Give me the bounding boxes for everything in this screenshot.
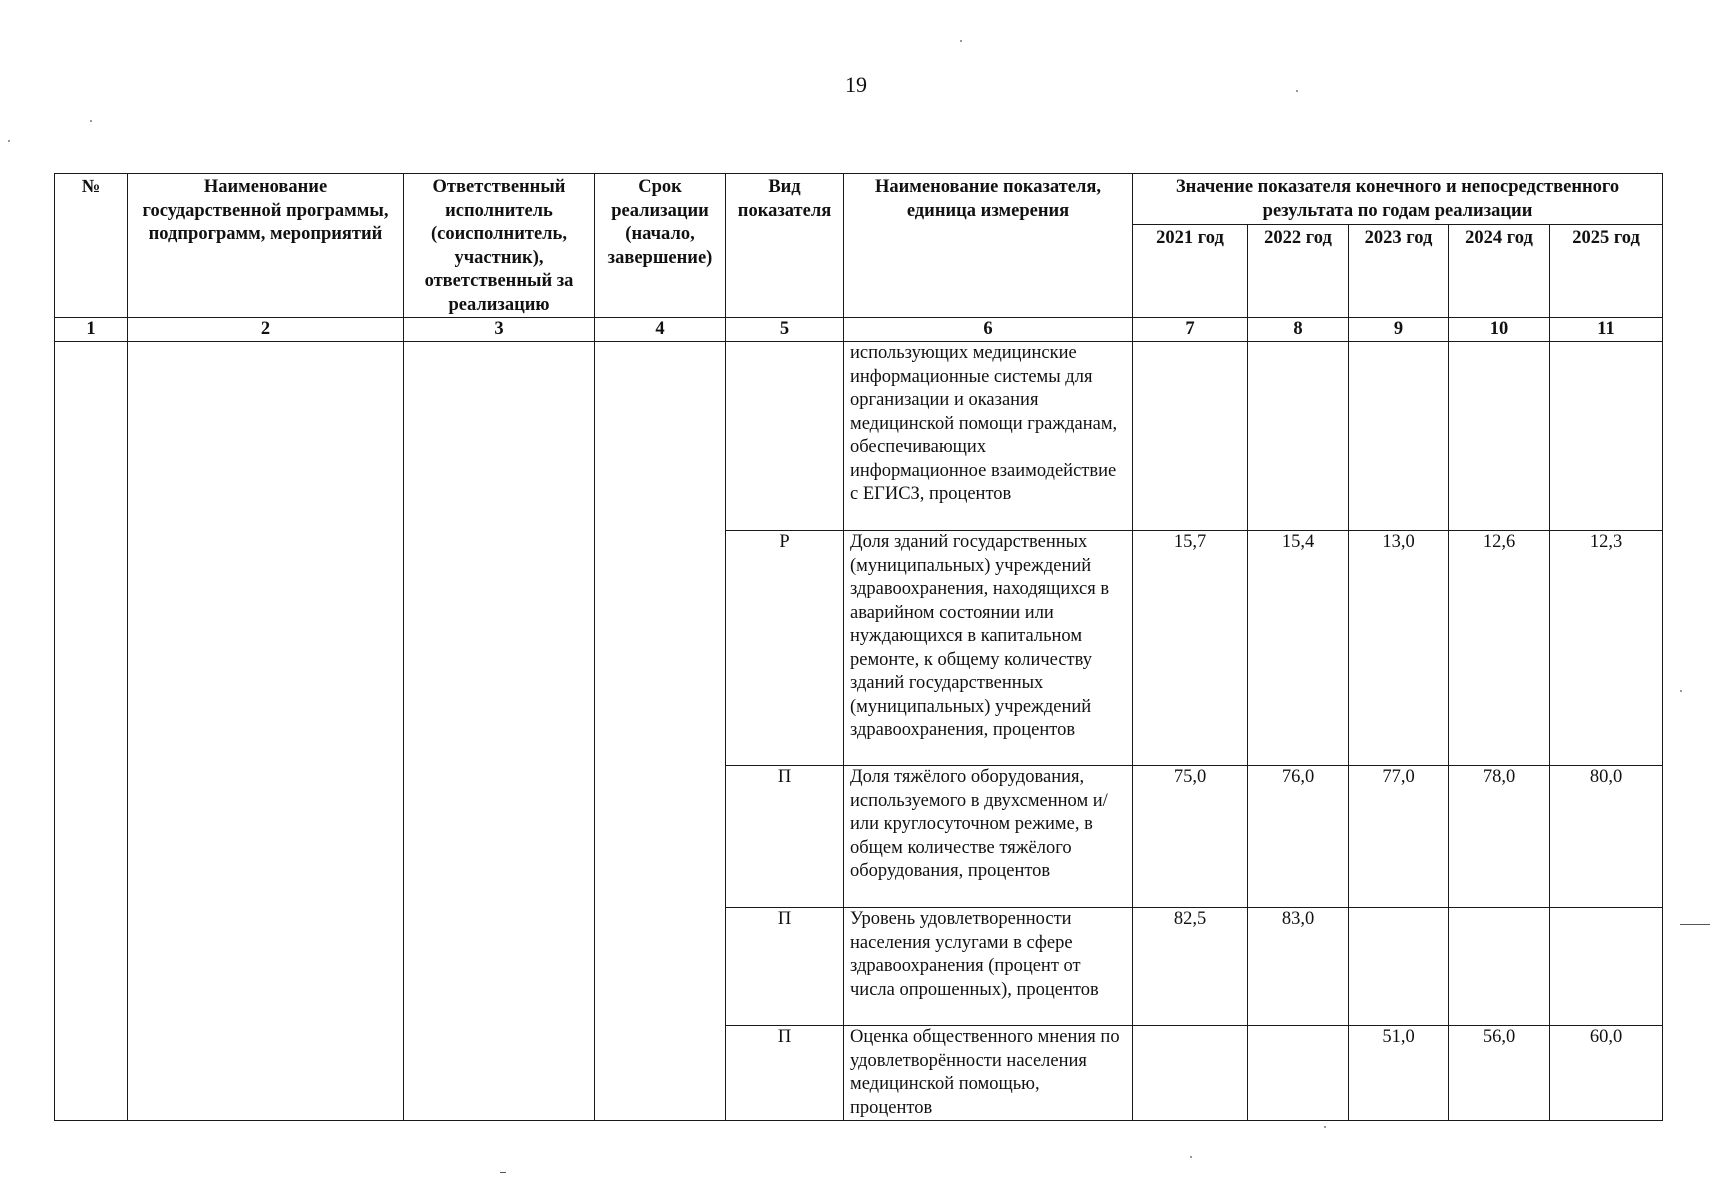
cell-value-2021: [1133, 342, 1248, 531]
cell-indicator: Оценка общественного мнения по удовлетворённости населения медицинской помощью, процентов: [844, 1026, 1133, 1121]
cell-value-2024: 56,0: [1449, 1026, 1550, 1121]
column-number-3: 3: [404, 318, 595, 342]
cell-value-2024: 12,6: [1449, 531, 1550, 766]
header-year-2025: 2025 год: [1550, 225, 1663, 318]
column-number-10: 10: [1449, 318, 1550, 342]
cell-value-2025: [1550, 908, 1663, 1026]
cell-indicator: Доля зданий государственных (муниципальных) учреждений здравоохранения, находящихся в аварийном состоянии или нуждающихся в капитальном ремонте, к общему количеству зданий государственных (муниципальных) учреждений здравоохранения, процентов: [844, 531, 1133, 766]
cell-no: [55, 342, 128, 1121]
header-year-2021: 2021 год: [1133, 225, 1248, 318]
column-number-1: 1: [55, 318, 128, 342]
cell-kind: [726, 342, 844, 531]
cell-executor: [404, 342, 595, 1121]
cell-value-2021: 82,5: [1133, 908, 1248, 1026]
header-year-2022: 2022 год: [1248, 225, 1349, 318]
cell-indicator: Доля тяжёлого оборудования, используемого в двухсменном и/или круглосуточном режиме, в общем количестве тяжёлого оборудования, процентов: [844, 766, 1133, 908]
scan-speck: [500, 1172, 506, 1173]
table-row: [55, 342, 1663, 531]
column-number-2: 2: [128, 318, 404, 342]
cell-value-2023: 13,0: [1349, 531, 1449, 766]
column-number-7: 7: [1133, 318, 1248, 342]
scan-speck: [1190, 1156, 1192, 1158]
cell-value-2025: 80,0: [1550, 766, 1663, 908]
cell-value-2025: 12,3: [1550, 531, 1663, 766]
column-number-8: 8: [1248, 318, 1349, 342]
column-number-5: 5: [726, 318, 844, 342]
cell-value-2023: [1349, 908, 1449, 1026]
header-values-group: Значение показателя конечного и непосредственного результата по годам реализации: [1133, 174, 1663, 225]
cell-value-2024: [1449, 342, 1550, 531]
cell-value-2024: [1449, 908, 1550, 1026]
header-year-2023: 2023 год: [1349, 225, 1449, 318]
page-number: 19: [845, 72, 867, 97]
scan-speck: [90, 120, 92, 122]
header-no: №: [55, 174, 128, 318]
indicators-table: [54, 173, 1663, 1121]
header-executor: Ответственный исполнитель (соисполнитель, участник), ответственный за реализацию: [404, 174, 595, 318]
scan-speck: [1296, 90, 1298, 92]
cell-value-2022: 15,4: [1248, 531, 1349, 766]
cell-kind: П: [726, 1026, 844, 1121]
column-number-6: 6: [844, 318, 1133, 342]
header-indicator: Наименование показателя, единица измерения: [844, 174, 1133, 318]
column-number-9: 9: [1349, 318, 1449, 342]
cell-program: [128, 342, 404, 1121]
scan-speck: [960, 40, 962, 42]
scan-speck: [1680, 924, 1710, 925]
cell-value-2023: [1349, 342, 1449, 531]
cell-kind: П: [726, 766, 844, 908]
cell-term: [595, 342, 726, 1121]
cell-value-2022: 76,0: [1248, 766, 1349, 908]
cell-value-2025: [1550, 342, 1663, 531]
cell-value-2021: 15,7: [1133, 531, 1248, 766]
cell-value-2021: 75,0: [1133, 766, 1248, 908]
header-program: Наименование государственной программы, подпрограмм, мероприятий: [128, 174, 404, 318]
cell-value-2024: 78,0: [1449, 766, 1550, 908]
cell-indicator: использующих медицинские информационные системы для организации и оказания медицинской помощи гражданам, обеспечивающих информационное взаимодействие с ЕГИСЗ, процентов: [844, 342, 1133, 531]
header-year-2024: 2024 год: [1449, 225, 1550, 318]
column-number-4: 4: [595, 318, 726, 342]
cell-value-2022: [1248, 1026, 1349, 1121]
cell-value-2022: 83,0: [1248, 908, 1349, 1026]
scan-speck: [8, 140, 10, 142]
cell-value-2021: [1133, 1026, 1248, 1121]
header-kind: Вид показателя: [726, 174, 844, 318]
cell-indicator: Уровень удовлетворенности населения услугами в сфере здравоохранения (процент от числа опрошенных), процентов: [844, 908, 1133, 1026]
cell-kind: Р: [726, 531, 844, 766]
scan-speck: [1324, 1126, 1326, 1128]
cell-value-2025: 60,0: [1550, 1026, 1663, 1121]
cell-value-2022: [1248, 342, 1349, 531]
cell-kind: П: [726, 908, 844, 1026]
header-term: Срок реализации (начало, завершение): [595, 174, 726, 318]
scan-speck: [1680, 690, 1682, 692]
column-number-11: 11: [1550, 318, 1663, 342]
cell-value-2023: 51,0: [1349, 1026, 1449, 1121]
cell-value-2023: 77,0: [1349, 766, 1449, 908]
